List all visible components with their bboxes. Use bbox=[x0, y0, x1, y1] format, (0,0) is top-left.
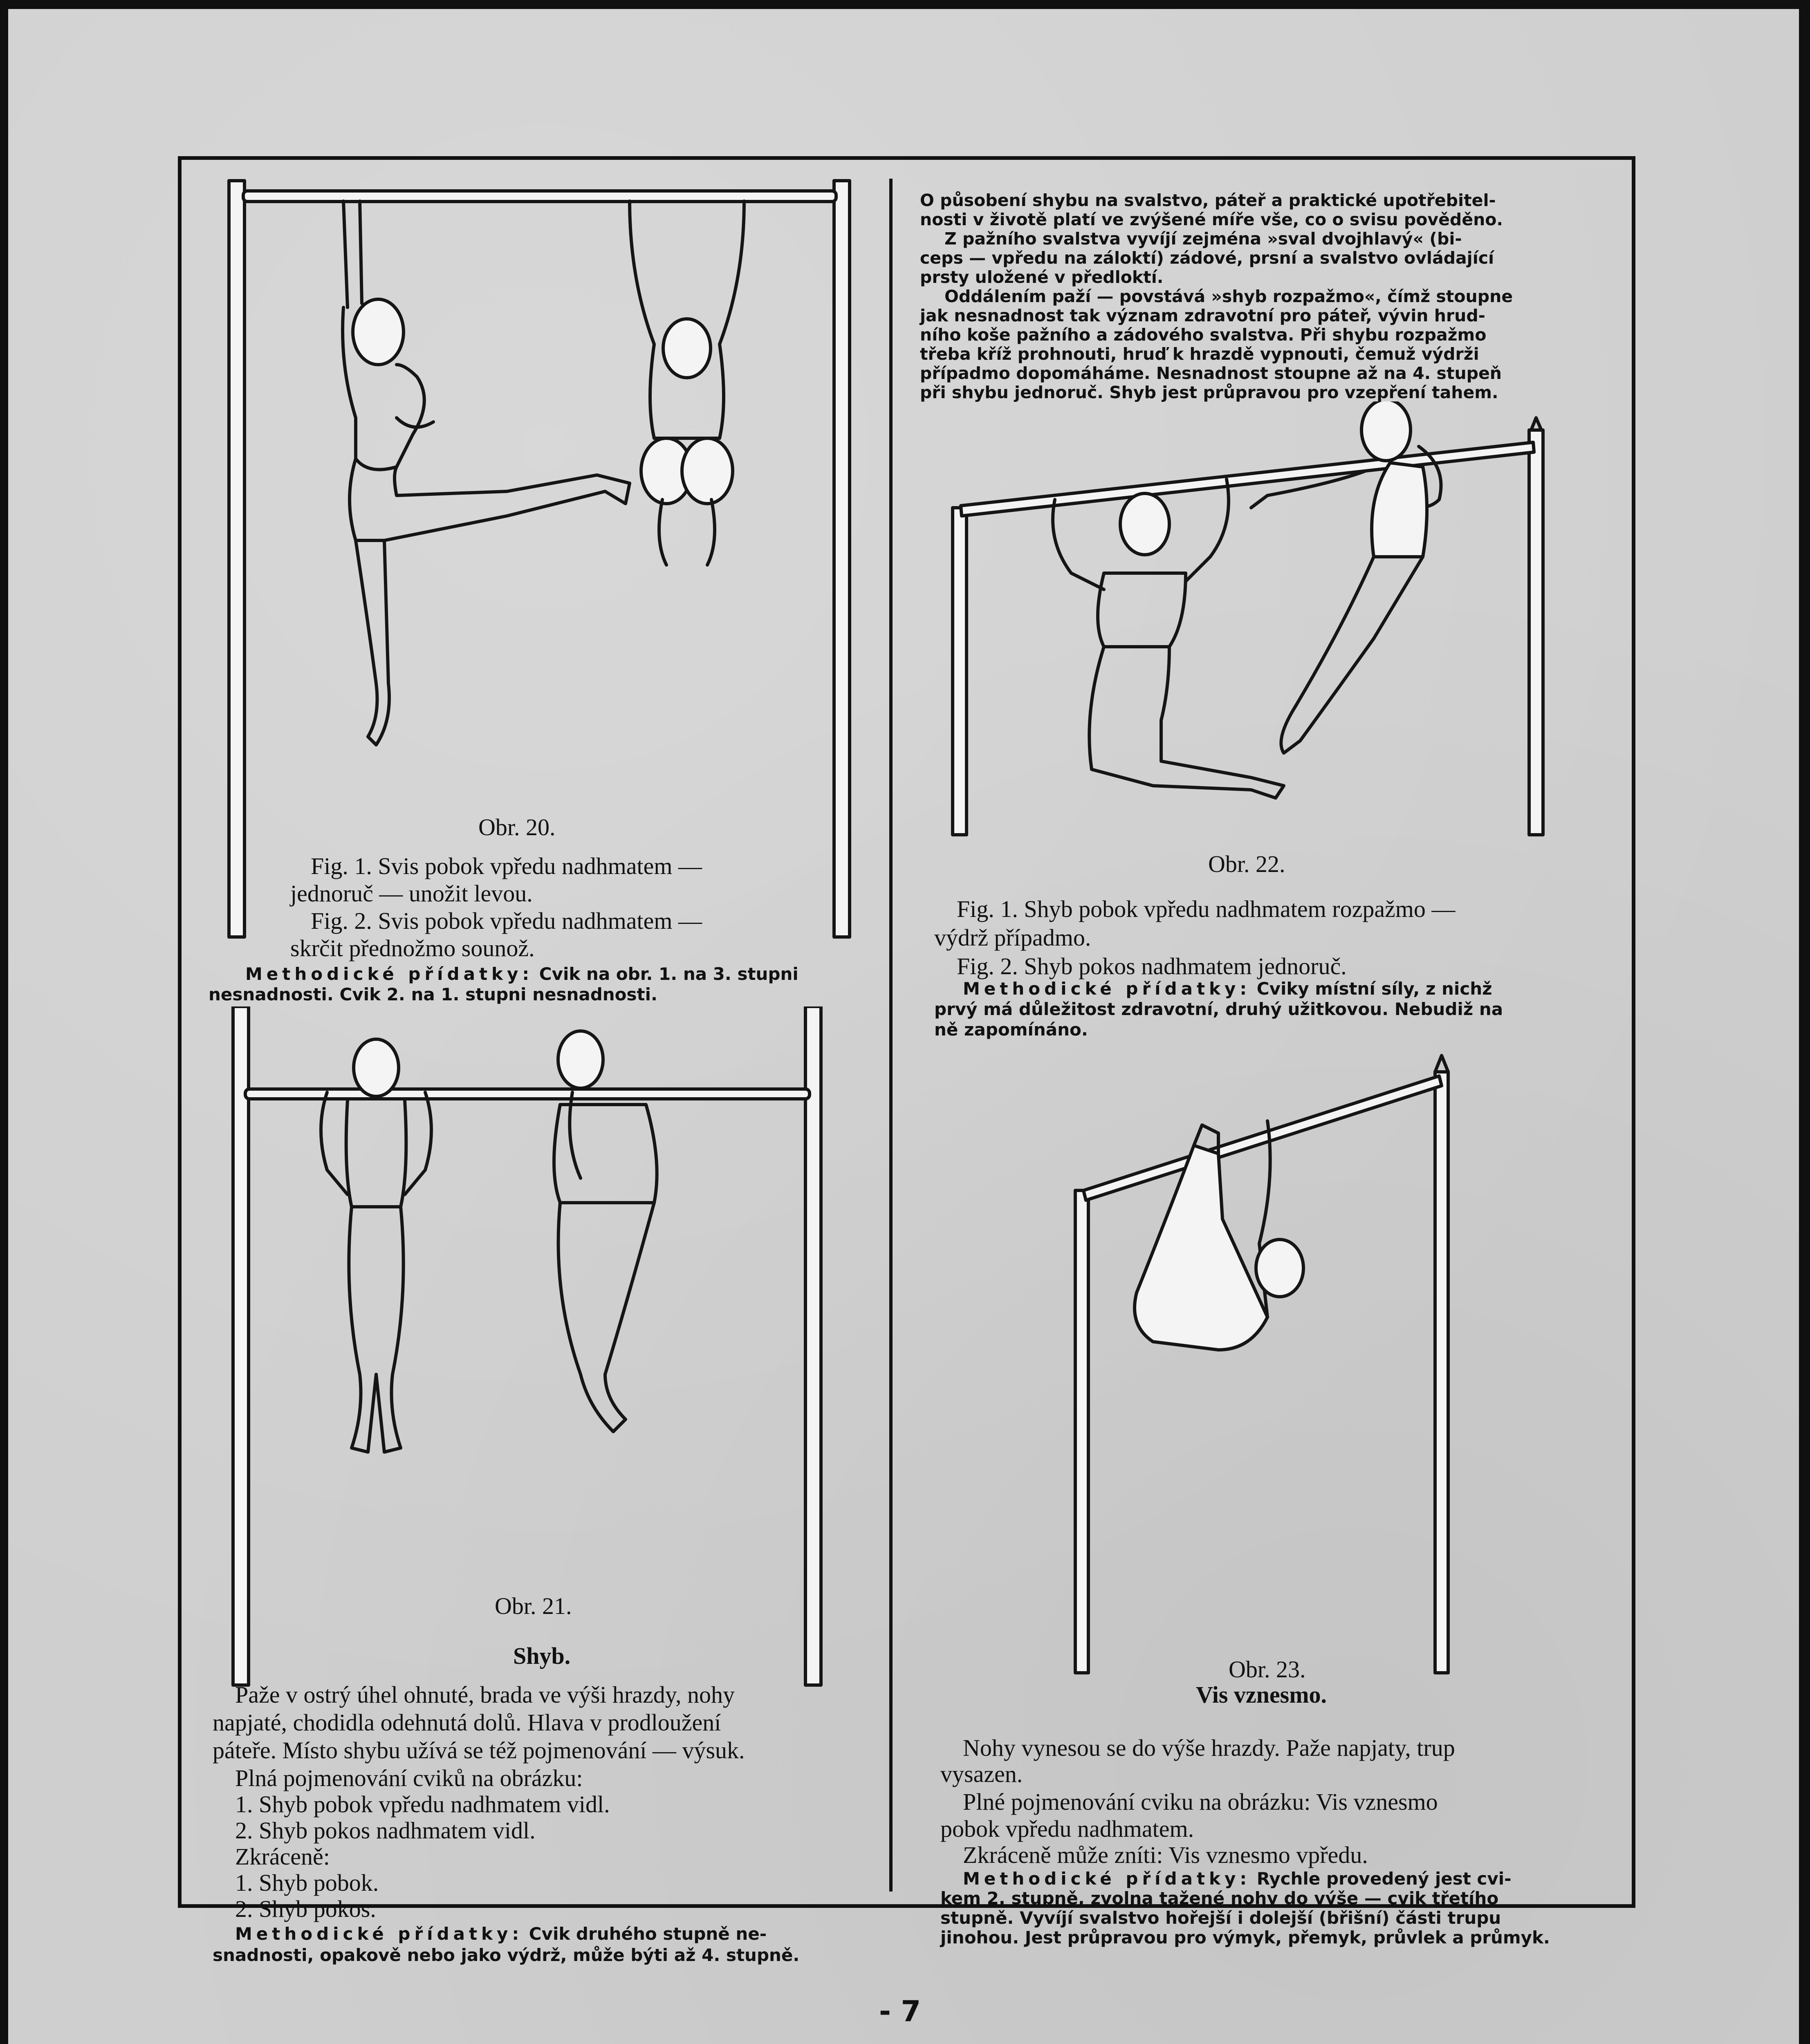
methodic-text: Cvik na obr. 1. na 3. stupni bbox=[533, 964, 798, 984]
figure-21-illustration bbox=[221, 1006, 859, 1693]
figure-20-line: Fig. 1. Svis pobok vpředu nadhmatem — bbox=[311, 853, 702, 879]
figure-23-methodic-cont: jinohou. Jest průpravou pro výmyk, přemyk, průvlek a průmyk. bbox=[940, 1927, 1550, 1948]
figure-21-full-name: 2. Shyb pokos nadhmatem vidl. bbox=[235, 1817, 536, 1844]
methodic-label: Methodické přídatky: bbox=[245, 964, 534, 984]
methodic-label: Methodické přídatky: bbox=[963, 1869, 1251, 1889]
figure-22-line: Fig. 1. Shyb pobok vpředu nadhmatem rozpažmo — bbox=[957, 896, 1456, 922]
intro-line: Oddálením paží — povstává »shyb rozpažmo«, čímž stoupne bbox=[944, 287, 1513, 306]
intro-line: O působení shybu na svalstvo, páteř a praktické upotřebitel- bbox=[920, 191, 1496, 210]
figure-23-methodic-cont: stupně. Vyvíjí svalstvo hořejší i dolejší (břišní) části trupu bbox=[940, 1908, 1501, 1928]
intro-line: prsty uložené v předloktí. bbox=[920, 267, 1164, 287]
figure-22-methodic-cont: prvý má důležitost zdravotní, druhý užitkovou. Nebudiž na bbox=[934, 999, 1503, 1019]
methodic-text: Cvik druhého stupně ne- bbox=[523, 1924, 767, 1944]
figure-21-full-names-heading: Plná pojmenování cviků na obrázku: bbox=[235, 1765, 583, 1791]
methodic-text: Rychle provedený jest cvi- bbox=[1251, 1869, 1512, 1889]
figure-20-line: jednoruč — unožit levou. bbox=[290, 880, 533, 907]
intro-line: při shybu jednoruč. Shyb jest průpravou pro vzepření tahem. bbox=[920, 383, 1498, 402]
figure-22-methodic bbox=[963, 979, 1492, 999]
intro-line: jak nesnadnost tak význam zdravotní pro páteř, vývin hrud- bbox=[920, 306, 1485, 325]
figure-21-short-heading: Zkráceně: bbox=[235, 1843, 330, 1870]
figure-23-methodic-cont: kem 2. stupně, zvolna tažené nohy do výše — cvik třetího bbox=[940, 1888, 1499, 1908]
figure-22-line: výdrž případmo. bbox=[934, 924, 1091, 951]
intro-line: třeba kříž prohnouti, hruď k hrazdě vypnouti, čemuž výdrži bbox=[920, 344, 1479, 364]
methodic-text: Cviky místní síly, z nichž bbox=[1251, 979, 1492, 999]
methodic-label: Methodické přídatky: bbox=[963, 979, 1251, 999]
figure-21-title: Shyb. bbox=[513, 1643, 571, 1669]
figure-22-illustration bbox=[932, 401, 1586, 851]
figure-23-title: Vis vznesmo. bbox=[1196, 1681, 1327, 1708]
figure-20-line: skrčit přednožmo sounož. bbox=[290, 935, 535, 961]
figure-21-methodic-cont: snadnosti, opakově nebo jako výdrž, může býti až 4. stupně. bbox=[213, 1945, 800, 1965]
figure-21-body-line: páteře. Místo shybu užívá se též pojmenování — výsuk. bbox=[213, 1737, 745, 1764]
figure-21-body-line: Paže v ostrý úhel ohnuté, brada ve výši hrazdy, nohy bbox=[235, 1681, 735, 1708]
figure-20-line: Fig. 2. Svis pobok vpředu nadhmatem — bbox=[311, 908, 702, 934]
intro-line: nosti v životě platí ve zvýšené míře vše, co o svisu pověděno. bbox=[920, 210, 1503, 229]
figure-23-full-name-line: Plné pojmenování cviku na obrázku: Vis vznesmo bbox=[963, 1788, 1438, 1815]
figure-21-body-line: napjaté, chodidla odehnutá dolů. Hlava v prodloužení bbox=[213, 1709, 721, 1736]
figure-21-short-name: 2. Shyb pokos. bbox=[235, 1896, 376, 1922]
figure-21-full-name: 1. Shyb pobok vpředu nadhmatem vidl. bbox=[235, 1791, 610, 1818]
figure-23-methodic bbox=[963, 1869, 1512, 1889]
column-divider bbox=[889, 179, 893, 1892]
figure-20-methodic bbox=[245, 964, 798, 984]
figure-23-illustration bbox=[1047, 1047, 1496, 1685]
methodic-label: Methodické přídatky: bbox=[235, 1924, 523, 1944]
figure-23-body-line: Nohy vynesou se do výše hrazdy. Paže napjaty, trup bbox=[963, 1735, 1455, 1761]
page-number-value: 7 bbox=[901, 1995, 921, 2028]
figure-21-caption: Obr. 21. bbox=[495, 1593, 572, 1619]
page-number-dash: - bbox=[879, 1995, 901, 2028]
figure-23-short-line: Zkráceně může zníti: Vis vznesmo vpředu. bbox=[963, 1842, 1368, 1868]
figure-21-short-name: 1. Shyb pobok. bbox=[235, 1869, 379, 1896]
figure-22-caption: Obr. 22. bbox=[1208, 851, 1285, 877]
page-number bbox=[879, 1996, 921, 2027]
page-sheet bbox=[8, 9, 1799, 2044]
intro-line: Z pažního svalstva vyvíjí zejména »sval dvojhlavý« (bi- bbox=[944, 229, 1462, 249]
figure-20-methodic-cont: nesnadnosti. Cvik 2. na 1. stupni nesnadnosti. bbox=[209, 984, 657, 1004]
intro-line: případmo dopomáháme. Nesnadnost stoupne až na 4. stupeň bbox=[920, 363, 1502, 383]
figure-22-line: Fig. 2. Shyb pokos nadhmatem jednoruč. bbox=[957, 953, 1347, 979]
figure-23-full-name-line: pobok vpředu nadhmatem. bbox=[940, 1815, 1194, 1842]
figure-21-methodic bbox=[235, 1924, 767, 1944]
figure-23-body-line: vysazen. bbox=[940, 1761, 1023, 1787]
figure-22-methodic-cont: ně zapomínáno. bbox=[934, 1020, 1088, 1040]
intro-line: ceps — vpředu na záloktí) zádové, prsní a svalstvo ovládající bbox=[920, 248, 1494, 268]
figure-20-caption: Obr. 20. bbox=[478, 814, 556, 840]
intro-line: ního koše pažního a zádového svalstva. Při shybu rozpažmo bbox=[920, 325, 1487, 345]
figure-23-caption: Obr. 23. bbox=[1229, 1656, 1306, 1683]
